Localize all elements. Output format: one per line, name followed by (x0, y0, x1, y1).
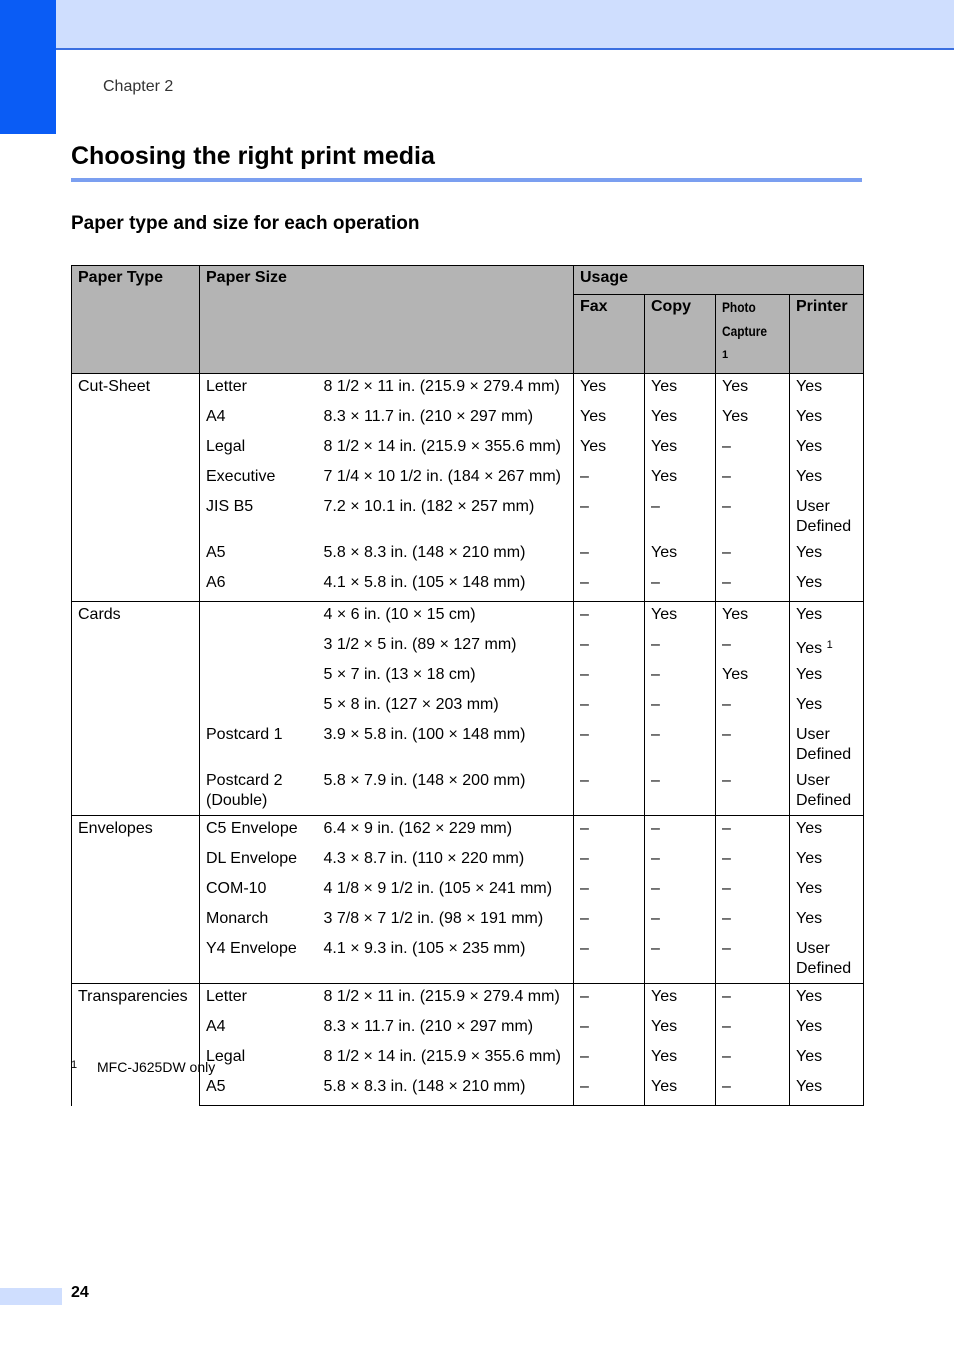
fax-cell (574, 541, 645, 571)
fax-cell (574, 1075, 645, 1106)
paper-name-cell (200, 541, 318, 571)
footnote-number: 1 (71, 1059, 78, 1071)
paper-size-cell-text: 8 1/2 × 11 in. (215.9 × 279.4 mm) (323, 378, 560, 395)
chapter-side-tab (0, 0, 56, 134)
printer-cell (790, 405, 864, 435)
copy-cell-text: Yes (651, 378, 678, 395)
photo-capture-cell (716, 1075, 790, 1106)
fax-cell (574, 633, 645, 663)
paper-size-cell (318, 847, 574, 877)
photo-capture-cell (716, 847, 790, 877)
copy-cell-text: Yes (651, 408, 678, 425)
paper-size-cell-text: 3.9 × 5.8 in. (100 × 148 mm) (323, 726, 526, 743)
photo-capture-cell (716, 571, 790, 602)
paper-name-cell-text: Letter (206, 378, 247, 395)
copy-cell-text: Yes (651, 988, 678, 1005)
photo-capture-cell (716, 816, 790, 848)
photo-capture-cell-text: – (722, 498, 731, 515)
paper-name-cell-text: Letter (206, 988, 247, 1005)
paper-name-cell (200, 1045, 318, 1075)
copy-cell (645, 1045, 716, 1075)
photo-capture-cell-text: – (722, 544, 731, 561)
photo-capture-cell (716, 633, 790, 663)
copy-cell-text: – (651, 666, 660, 683)
fax-cell-text: – (580, 498, 589, 515)
paper-size-cell-text: 4 1/8 × 9 1/2 in. (105 × 241 mm) (323, 880, 553, 897)
paper-name-cell-text: JIS B5 (206, 498, 254, 515)
photo-capture-cell-text: Yes (722, 408, 749, 425)
printer-cell (790, 723, 864, 769)
paper-size-cell (318, 495, 574, 541)
photo-capture-cell-text: – (722, 940, 731, 957)
paper-size-cell (318, 1045, 574, 1075)
paper-size-cell-text: 8 1/2 × 11 in. (215.9 × 279.4 mm) (323, 988, 560, 1005)
paper-size-cell-text: 5 × 7 in. (13 × 18 cm) (323, 666, 476, 683)
photo-capture-cell-text: – (722, 988, 731, 1005)
paper-type-cell: Cut-Sheet (72, 374, 200, 602)
paper-size-cell (318, 937, 574, 984)
fax-cell-text: – (580, 468, 589, 485)
paper-size-cell-text: 3 7/8 × 7 1/2 in. (98 × 191 mm) (323, 910, 544, 927)
fax-cell-text: – (580, 880, 589, 897)
photo-capture-cell (716, 663, 790, 693)
copy-cell-text: – (651, 726, 660, 743)
paper-size-cell (318, 693, 574, 723)
paper-size-cell (318, 769, 574, 816)
paper-name-cell (200, 405, 318, 435)
fax-cell (574, 1045, 645, 1075)
section-heading: Paper type and size for each operation (71, 213, 420, 234)
printer-cell (790, 693, 864, 723)
printer-cell (790, 984, 864, 1016)
printer-cell-text: Yes (796, 640, 823, 657)
copy-cell-text: Yes (651, 1048, 678, 1065)
page-number-tab (0, 1288, 62, 1305)
copy-cell (645, 602, 716, 634)
printer-cell-text: Yes (796, 988, 823, 1005)
footnote-text: MFC-J625DW only (97, 1059, 216, 1075)
paper-name-cell (200, 495, 318, 541)
paper-size-cell (318, 435, 574, 465)
paper-size-cell (318, 602, 574, 634)
printer-cell-text: User Defined (796, 772, 852, 809)
paper-size-cell (318, 1015, 574, 1045)
paper-size-cell-text: 4.1 × 5.8 in. (105 × 148 mm) (323, 574, 526, 591)
paper-size-cell (318, 816, 574, 848)
footnote-ref: 1 (826, 639, 833, 651)
printer-cell (790, 1045, 864, 1075)
copy-cell (645, 633, 716, 663)
photo-capture-cell-text: Yes (722, 666, 749, 683)
paper-name-cell-text: A4 (206, 408, 226, 425)
photo-capture-cell-text: – (722, 574, 731, 591)
copy-cell-text: – (651, 772, 660, 789)
printer-cell (790, 633, 864, 663)
photo-capture-cell-text: – (722, 880, 731, 897)
paper-name-cell-text: COM-10 (206, 880, 267, 897)
footnote-ref: 1 (722, 349, 729, 361)
fax-cell (574, 693, 645, 723)
copy-cell (645, 907, 716, 937)
footnote (71, 1059, 216, 1075)
paper-size-cell (318, 541, 574, 571)
copy-cell (645, 1015, 716, 1045)
printer-cell-text: Yes (796, 910, 823, 927)
paper-name-cell (200, 465, 318, 495)
paper-name-cell (200, 435, 318, 465)
paper-name-cell (200, 984, 318, 1016)
paper-name-cell (200, 847, 318, 877)
fax-cell-text: Yes (580, 438, 607, 455)
paper-name-cell (200, 602, 318, 634)
fax-cell-text: – (580, 544, 589, 561)
photo-capture-cell (716, 877, 790, 907)
photo-capture-cell (716, 693, 790, 723)
printer-cell (790, 435, 864, 465)
printer-cell (790, 571, 864, 602)
printer-cell-text: Yes (796, 1018, 823, 1035)
copy-cell-text: – (651, 880, 660, 897)
copy-cell-text: Yes (651, 1018, 678, 1035)
copy-cell-text: Yes (651, 1078, 678, 1095)
fax-cell-text: – (580, 636, 589, 653)
copy-cell (645, 877, 716, 907)
printer-cell (790, 816, 864, 848)
fax-cell-text: – (580, 850, 589, 867)
printer-cell (790, 465, 864, 495)
paper-size-cell-text: 5 × 8 in. (127 × 203 mm) (323, 696, 499, 713)
fax-cell (574, 907, 645, 937)
paper-name-cell-text: A6 (206, 574, 226, 591)
fax-cell (574, 571, 645, 602)
printer-cell (790, 602, 864, 634)
fax-cell (574, 663, 645, 693)
paper-name-cell (200, 571, 318, 602)
printer-cell-text: Yes (796, 1078, 823, 1095)
header-copy: Copy (645, 295, 716, 374)
printer-cell-text: Yes (796, 408, 823, 425)
copy-cell (645, 374, 716, 406)
printer-cell-text: Yes (796, 574, 823, 591)
printer-cell (790, 1075, 864, 1106)
copy-cell (645, 663, 716, 693)
paper-name-cell-text: A4 (206, 1018, 226, 1035)
fax-cell-text: – (580, 820, 589, 837)
fax-cell (574, 937, 645, 984)
paper-size-cell-text: 4 × 6 in. (10 × 15 cm) (323, 606, 476, 623)
header-bar (0, 0, 954, 50)
fax-cell (574, 769, 645, 816)
fax-cell (574, 602, 645, 634)
fax-cell-text: – (580, 574, 589, 591)
paper-size-cell-text: 7 1/4 × 10 1/2 in. (184 × 267 mm) (323, 468, 561, 485)
paper-name-cell-text: Legal (206, 1048, 246, 1065)
printer-cell-text: User Defined (796, 940, 852, 977)
fax-cell-text: – (580, 1078, 589, 1095)
paper-size-cell (318, 907, 574, 937)
paper-name-cell-text: A5 (206, 1078, 226, 1095)
paper-size-cell (318, 723, 574, 769)
paper-name-cell (200, 663, 318, 693)
copy-cell-text: – (651, 636, 660, 653)
header-photo-capture-label: Photo Capture (722, 299, 767, 339)
paper-name-cell-text: Postcard 1 (206, 726, 283, 743)
fax-cell-text: Yes (580, 378, 607, 395)
printer-cell (790, 1015, 864, 1045)
printer-cell-text: Yes (796, 696, 823, 713)
paper-name-cell (200, 723, 318, 769)
copy-cell-text: – (651, 498, 660, 515)
photo-capture-cell-text: – (722, 1018, 731, 1035)
printer-cell (790, 877, 864, 907)
chapter-label: Chapter 2 (103, 78, 174, 95)
fax-cell (574, 435, 645, 465)
printer-cell (790, 541, 864, 571)
photo-capture-cell (716, 374, 790, 406)
paper-name-cell (200, 374, 318, 406)
paper-name-cell-text: C5 Envelope (206, 820, 298, 837)
paper-size-cell-text: 8.3 × 11.7 in. (210 × 297 mm) (323, 408, 534, 425)
paper-size-cell (318, 663, 574, 693)
photo-capture-cell-text: – (722, 772, 731, 789)
fax-cell-text: – (580, 696, 589, 713)
paper-size-cell-text: 6.4 × 9 in. (162 × 229 mm) (323, 820, 513, 837)
fax-cell (574, 495, 645, 541)
paper-name-cell-text: DL Envelope (206, 850, 298, 867)
printer-cell-text: Yes (796, 880, 823, 897)
paper-name-cell (200, 937, 318, 984)
paper-name-cell (200, 877, 318, 907)
fax-cell-text: – (580, 772, 589, 789)
photo-capture-cell-text: – (722, 910, 731, 927)
fax-cell (574, 847, 645, 877)
header-photo-capture (716, 295, 790, 374)
fax-cell-text: Yes (580, 408, 607, 425)
photo-capture-cell (716, 907, 790, 937)
copy-cell-text: – (651, 940, 660, 957)
paper-name-cell-text: Executive (206, 468, 276, 485)
paper-size-cell-text: 5.8 × 8.3 in. (148 × 210 mm) (323, 1078, 526, 1095)
header-fax: Fax (574, 295, 645, 374)
printer-cell (790, 937, 864, 984)
printer-cell-text: Yes (796, 1048, 823, 1065)
printer-cell (790, 663, 864, 693)
paper-name-cell (200, 769, 318, 816)
paper-name-cell-text: Monarch (206, 910, 269, 927)
paper-name-cell (200, 1015, 318, 1045)
copy-cell (645, 495, 716, 541)
photo-capture-cell-text: – (722, 1078, 731, 1095)
fax-cell-text: – (580, 606, 589, 623)
copy-cell-text: – (651, 574, 660, 591)
paper-size-cell-text: 8 1/2 × 14 in. (215.9 × 355.6 mm) (323, 1048, 561, 1065)
photo-capture-cell (716, 1015, 790, 1045)
copy-cell-text: Yes (651, 468, 678, 485)
printer-cell-text: Yes (796, 820, 823, 837)
printer-cell (790, 907, 864, 937)
paper-name-cell (200, 907, 318, 937)
fax-cell-text: – (580, 1048, 589, 1065)
photo-capture-cell-text: – (722, 438, 731, 455)
photo-capture-cell-text: Yes (722, 378, 749, 395)
paper-size-cell-text: 4.1 × 9.3 in. (105 × 235 mm) (323, 940, 526, 957)
paper-size-cell (318, 571, 574, 602)
fax-cell-text: – (580, 910, 589, 927)
photo-capture-cell-text: – (722, 1048, 731, 1065)
copy-cell (645, 693, 716, 723)
photo-capture-cell-text: – (722, 820, 731, 837)
copy-cell-text: Yes (651, 438, 678, 455)
paper-type-cell: Envelopes (72, 816, 200, 984)
fax-cell (574, 1015, 645, 1045)
table-row (72, 602, 864, 634)
printer-cell-text: User Defined (796, 498, 852, 535)
page-number: 24 (71, 1284, 89, 1301)
paper-name-cell-text: Y4 Envelope (206, 940, 297, 957)
paper-name-cell (200, 633, 318, 663)
header-paper-size: Paper Size (200, 266, 574, 374)
printer-cell-text: User Defined (796, 726, 852, 763)
paper-name-cell (200, 1075, 318, 1106)
photo-capture-cell (716, 769, 790, 816)
title-rule (71, 178, 862, 182)
copy-cell (645, 571, 716, 602)
printer-cell (790, 495, 864, 541)
page-title: Choosing the right print media (71, 142, 435, 170)
copy-cell (645, 816, 716, 848)
header-paper-type: Paper Type (72, 266, 200, 374)
paper-size-cell (318, 465, 574, 495)
copy-cell (645, 723, 716, 769)
copy-cell-text: – (651, 696, 660, 713)
paper-type-table (71, 265, 864, 1106)
photo-capture-cell (716, 1045, 790, 1075)
paper-size-cell (318, 405, 574, 435)
table-body (72, 374, 864, 1106)
copy-cell (645, 405, 716, 435)
paper-type-cell: Cards (72, 602, 200, 816)
copy-cell (645, 1075, 716, 1106)
fax-cell (574, 374, 645, 406)
copy-cell (645, 937, 716, 984)
paper-size-cell-text: 8 1/2 × 14 in. (215.9 × 355.6 mm) (323, 438, 561, 455)
printer-cell-text: Yes (796, 544, 823, 561)
photo-capture-cell (716, 723, 790, 769)
copy-cell-text: – (651, 820, 660, 837)
paper-size-cell (318, 877, 574, 907)
photo-capture-cell-text: – (722, 468, 731, 485)
printer-cell (790, 374, 864, 406)
paper-name-cell (200, 816, 318, 848)
table-row (72, 374, 864, 406)
paper-size-cell (318, 633, 574, 663)
header-usage: Usage (574, 266, 864, 295)
copy-cell (645, 435, 716, 465)
copy-cell-text: Yes (651, 606, 678, 623)
paper-size-cell-text: 4.3 × 8.7 in. (110 × 220 mm) (323, 850, 525, 867)
copy-cell-text: Yes (651, 544, 678, 561)
fax-cell (574, 984, 645, 1016)
printer-cell (790, 847, 864, 877)
paper-size-cell-text: 7.2 × 10.1 in. (182 × 257 mm) (323, 498, 535, 515)
table-row (72, 816, 864, 848)
copy-cell (645, 847, 716, 877)
printer-cell-text: Yes (796, 378, 823, 395)
fax-cell-text: – (580, 1018, 589, 1035)
paper-type-cell: Transparencies (72, 984, 200, 1106)
copy-cell (645, 541, 716, 571)
photo-capture-cell (716, 937, 790, 984)
table-row (72, 984, 864, 1016)
paper-size-cell-text: 5.8 × 8.3 in. (148 × 210 mm) (323, 544, 526, 561)
paper-size-cell (318, 374, 574, 406)
paper-name-cell-text: A5 (206, 544, 226, 561)
paper-size-cell (318, 1075, 574, 1106)
fax-cell-text: – (580, 726, 589, 743)
photo-capture-cell (716, 602, 790, 634)
printer-cell (790, 769, 864, 816)
printer-cell-text: Yes (796, 438, 823, 455)
fax-cell (574, 465, 645, 495)
photo-capture-cell-text: Yes (722, 606, 749, 623)
printer-cell-text: Yes (796, 666, 823, 683)
photo-capture-cell (716, 405, 790, 435)
photo-capture-cell-text: – (722, 636, 731, 653)
paper-size-cell-text: 8.3 × 11.7 in. (210 × 297 mm) (323, 1018, 534, 1035)
photo-capture-cell (716, 495, 790, 541)
fax-cell-text: – (580, 940, 589, 957)
photo-capture-cell-text: – (722, 850, 731, 867)
copy-cell (645, 465, 716, 495)
printer-cell-text: Yes (796, 468, 823, 485)
photo-capture-cell (716, 465, 790, 495)
copy-cell-text: – (651, 850, 660, 867)
copy-cell-text: – (651, 910, 660, 927)
printer-cell-text: Yes (796, 850, 823, 867)
fax-cell (574, 877, 645, 907)
header-printer: Printer (790, 295, 864, 374)
photo-capture-cell-text: – (722, 726, 731, 743)
paper-size-cell-text: 3 1/2 × 5 in. (89 × 127 mm) (323, 636, 517, 653)
photo-capture-cell (716, 541, 790, 571)
photo-capture-cell (716, 435, 790, 465)
paper-size-cell (318, 984, 574, 1016)
paper-size-cell-text: 5.8 × 7.9 in. (148 × 200 mm) (323, 772, 526, 789)
paper-name-cell-text: Legal (206, 438, 246, 455)
fax-cell (574, 816, 645, 848)
photo-capture-cell-text: – (722, 696, 731, 713)
fax-cell (574, 723, 645, 769)
photo-capture-cell (716, 984, 790, 1016)
printer-cell-text: Yes (796, 606, 823, 623)
copy-cell (645, 984, 716, 1016)
fax-cell-text: – (580, 666, 589, 683)
fax-cell (574, 405, 645, 435)
paper-name-cell (200, 693, 318, 723)
fax-cell-text: – (580, 988, 589, 1005)
paper-name-cell-text: Postcard 2 (Double) (206, 772, 283, 809)
copy-cell (645, 769, 716, 816)
